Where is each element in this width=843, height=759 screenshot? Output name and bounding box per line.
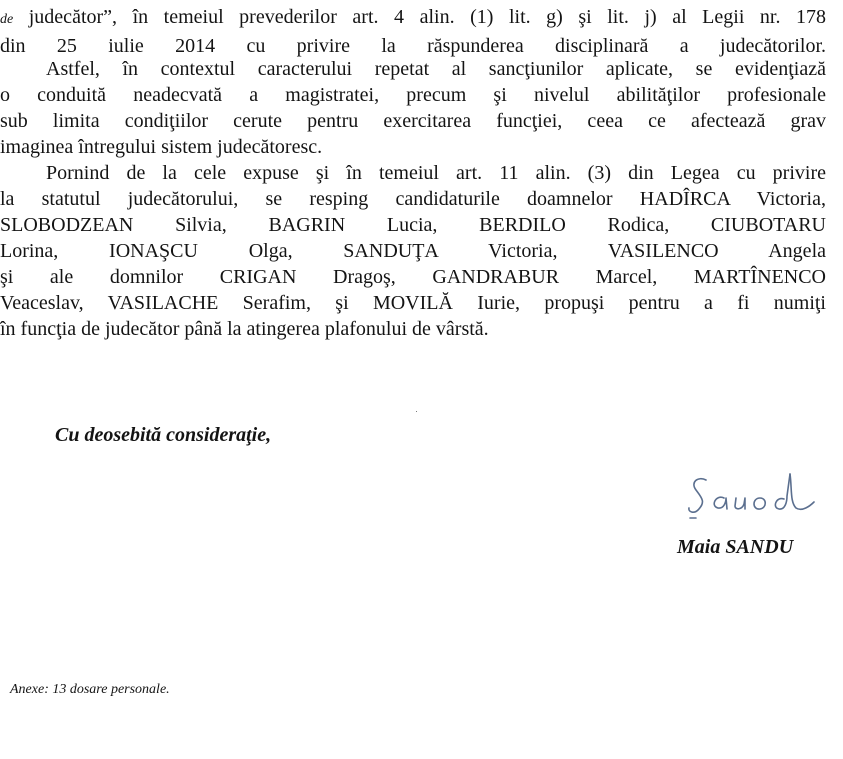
annex-note: Anexe: 13 dosare personale. (10, 682, 170, 697)
text-line-1-body: judecător”, în temeiul prevederilor art. 4 alin. (1) lit. g) şi lit. j) al Legii nr. 178 (13, 6, 826, 28)
closing-salutation: Cu deosebită consideraţie, (55, 424, 272, 446)
paragraph-legal-basis (0, 4, 826, 59)
paragraph-conduct (0, 56, 826, 160)
text-line-4: o conduită neadecvată a magistratei, precum şi nivelul abilităţilor profesionale (0, 84, 826, 106)
text-line-1-prefix: de (0, 12, 14, 27)
scan-speck (416, 411, 417, 412)
paragraph-decision (0, 160, 826, 342)
handwritten-signature (684, 468, 843, 528)
text-line-6: imaginea întregului sistem judecătoresc. (0, 136, 323, 158)
text-line-11: şi ale domnilor CRIGAN Dragoş, GANDRABUR Marcel, MARTÎNENCO (0, 266, 826, 288)
text-line-7: Pornind de la cele expuse şi în temeiul art. 11 alin. (3) din Legea cu privire (46, 162, 826, 184)
text-line-12: Veaceslav, VASILACHE Serafim, şi MOVILĂ Iurie, propuşi pentru a fi numiţi (0, 292, 826, 314)
text-line-1 (0, 4, 826, 33)
text-line-3: Astfel, în contextul caracterului repetat al sancţiunilor aplicate, se evidenţiază (46, 58, 826, 80)
text-line-10: Lorina, IONAŞCU Olga, SANDUŢA Victoria, VASILENCO Angela (0, 240, 826, 262)
text-line-5: sub limita condiţiilor cerute pentru exercitarea funcţiei, ceea ce afectează grav (0, 110, 826, 132)
signer-name: Maia SANDU (677, 536, 794, 558)
text-line-9: SLOBODZEAN Silvia, BAGRIN Lucia, BERDILO Rodica, CIUBOTARU (0, 214, 826, 236)
text-line-2: din 25 iulie 2014 cu privire la răspunderea disciplinară a judecătorilor. (0, 35, 826, 57)
text-line-13: în funcţia de judecător până la atingerea plafonului de vârstă. (0, 318, 489, 340)
text-line-8: la statutul judecătorului, se resping candidaturile doamnelor HADÎRCA Victoria, (0, 188, 826, 210)
